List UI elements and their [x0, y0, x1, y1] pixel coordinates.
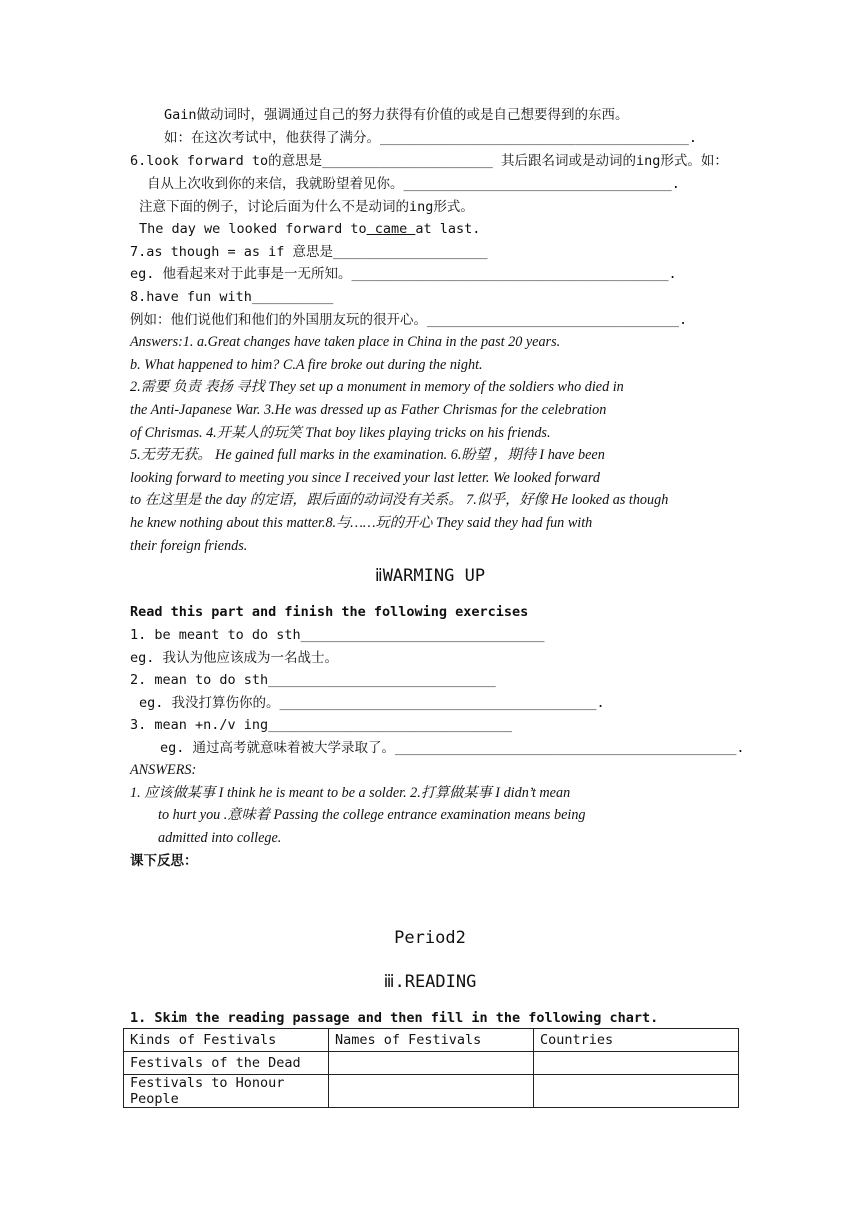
- table-cell: Festivals to Honour People: [124, 1075, 329, 1108]
- answers-line: Answers:1. a.Great changes have taken place in China in the past 20 years.: [130, 334, 561, 350]
- item-look-forward-to-example: 自从上次收到你的来信，我就盼望着见你。_________________________________.: [147, 176, 680, 192]
- item-as-though-example: eg. 他看起来对于此事是一无所知。_______________________________________.: [130, 266, 677, 282]
- exercise-be-meant-to-example: eg. 我认为他应该成为一名战士。: [130, 650, 339, 666]
- answers-line: to 在这里是 the day 的定语，跟后面的动词没有关系。 7.似乎，好像 He looked as though: [130, 492, 669, 508]
- section-heading-warming-up: ⅱWARMING UP: [374, 566, 486, 586]
- example-sentence-end: at last.: [415, 221, 481, 237]
- answers-line: 2.需要 负责 表扬 寻找 They set up a monument in memory of the soldiers who died in: [130, 379, 624, 395]
- reflection-label: 课下反思：: [130, 853, 198, 869]
- table-header-cell: Names of Festivals: [329, 1029, 534, 1052]
- warming-up-answer-line: admitted into college.: [158, 830, 282, 846]
- answers-line: 5.无劳无获。 He gained full marks in the examination. 6.盼望 ，期待 I have been: [130, 447, 605, 463]
- example-sentence-start: The day we looked forward to: [139, 221, 367, 237]
- table-cell: Festivals of the Dead: [124, 1052, 329, 1075]
- answers-line: looking forward to meeting you since I received your last letter. We looked forward: [130, 470, 600, 486]
- warming-up-answer-line: to hurt you .意味着 Passing the college entrance examination means being: [158, 807, 586, 823]
- item-have-fun-with: 8.have fun with__________: [130, 289, 334, 305]
- table-header-cell: Kinds of Festivals: [124, 1029, 329, 1052]
- note-gain-usage: Gain做动词时，强调通过自己的努力获得有价值的或是自己想要得到的东西。: [164, 107, 629, 123]
- festival-chart: [123, 1028, 739, 1108]
- answers-line: he knew nothing about this matter.8.与……玩的开心 They said they had fun with: [130, 515, 593, 531]
- answers-line: b. What happened to him? C.A fire broke out during the night.: [130, 357, 483, 373]
- table-cell-blank[interactable]: [534, 1075, 739, 1108]
- exercise-mean-ving-example: eg. 通过高考就意味着被大学录取了。__________________________________________.: [160, 740, 745, 756]
- reading-instruction: 1. Skim the reading passage and then fill in the following chart.: [130, 1010, 659, 1026]
- example-sentence-underlined: came: [366, 221, 416, 237]
- item-as-though: 7.as though = as if 意思是___________________: [130, 244, 488, 260]
- table-row: [124, 1052, 739, 1075]
- table-row: [124, 1075, 739, 1108]
- answers-line: their foreign friends.: [130, 538, 248, 554]
- period-heading: Period2: [394, 928, 466, 948]
- table-header-row: [124, 1029, 739, 1052]
- table-cell-blank[interactable]: [534, 1052, 739, 1075]
- note-gain-example: 如：在这次考试中，他获得了满分。______________________________________.: [164, 130, 697, 146]
- item-have-fun-with-example: 例如：他们说他们和他们的外国朋友玩的很开心。_______________________________.: [130, 312, 688, 328]
- note-look-forward-to: 注意下面的例子，讨论后面为什么不是动词的ing形式。: [139, 199, 474, 215]
- table-cell-blank[interactable]: [329, 1075, 534, 1108]
- exercise-mean-ving: 3. mean +n./v ing______________________________: [130, 717, 513, 733]
- table-header-cell: Countries: [534, 1029, 739, 1052]
- warming-up-instruction: Read this part and finish the following exercises: [130, 604, 529, 620]
- answers-line: the Anti-Japanese War. 3.He was dressed up as Father Chrismas for the celebration: [130, 402, 607, 418]
- section-heading-reading: ⅲ.READING: [383, 972, 477, 992]
- answers-line: of Chrismas. 4.开某人的玩笑 That boy likes playing tricks on his friends.: [130, 425, 551, 441]
- example-sentence: [139, 220, 480, 238]
- item-look-forward-to: 6.look forward to的意思是_____________________ 其后跟名词或是动词的ing形式。如：: [130, 153, 728, 169]
- warming-up-answer-line: 1. 应该做某事 I think he is meant to be a solder. 2.打算做某事 I didn’t mean: [130, 785, 571, 801]
- table-cell-blank[interactable]: [329, 1052, 534, 1075]
- exercise-mean-to-example: eg. 我没打算伤你的。_______________________________________.: [139, 695, 605, 711]
- answers-label: ANSWERS:: [130, 762, 197, 778]
- exercise-be-meant-to: 1. be meant to do sth______________________________: [130, 627, 545, 643]
- exercise-mean-to: 2. mean to do sth____________________________: [130, 672, 496, 688]
